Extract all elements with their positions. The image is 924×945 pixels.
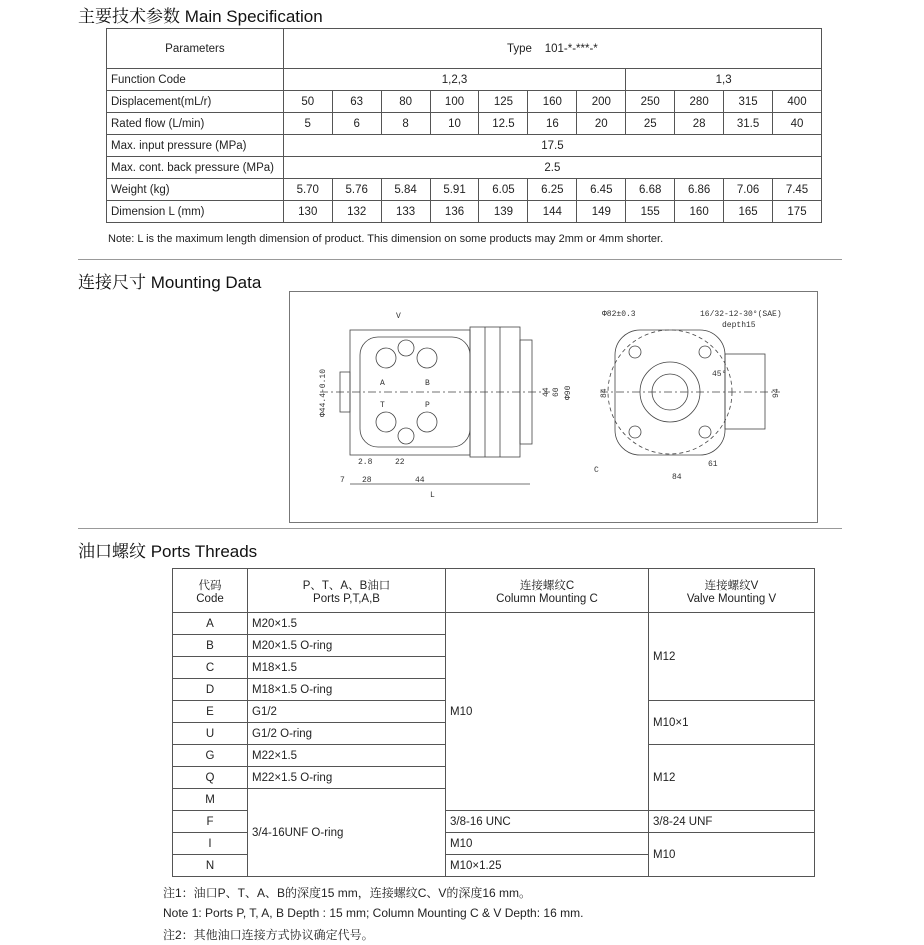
cell: 20 [577, 113, 626, 135]
dim: Φ82±0.3 [602, 310, 636, 319]
cell: 3/8-24 UNF [649, 811, 815, 833]
cell: M22×1.5 O-ring [248, 767, 446, 789]
cell: 5.84 [381, 179, 430, 201]
ports-heading: 油口螺纹 Ports Threads [78, 542, 258, 561]
cell: 7.45 [773, 179, 822, 201]
cell: 3/8-16 UNC [446, 811, 649, 833]
cell: F [173, 811, 248, 833]
spec-note: Note: L is the maximum length dimension of product. This dimension on some products may 2mm or 4mm shorter. [108, 233, 664, 245]
dim: 7 [340, 476, 345, 485]
dim: 60 [552, 387, 561, 397]
dim: L [430, 491, 435, 500]
divider [78, 259, 842, 260]
cell: G1/2 O-ring [248, 723, 446, 745]
row-label: Displacement(mL/r) [107, 91, 284, 113]
cell: 160 [528, 91, 577, 113]
cell: 80 [381, 91, 430, 113]
cell: I [173, 833, 248, 855]
cell: E [173, 701, 248, 723]
cell: G [173, 745, 248, 767]
cell: 5.76 [332, 179, 381, 201]
table-row [107, 113, 822, 135]
cell: 280 [675, 91, 724, 113]
cell: 400 [773, 91, 822, 113]
spec-heading: 主要技术参数 Main Specification [78, 7, 323, 26]
cell: M18×1.5 O-ring [248, 679, 446, 701]
cell: 6.86 [675, 179, 724, 201]
side-view [320, 327, 550, 484]
cell: N [173, 855, 248, 877]
dim: C [594, 466, 599, 475]
cell: 6.68 [626, 179, 675, 201]
cell: M10 [446, 833, 649, 855]
cell: C [173, 657, 248, 679]
cell: 8 [381, 113, 430, 135]
dim: 61 [708, 460, 718, 469]
cell: 100 [430, 91, 479, 113]
cell: 139 [479, 201, 528, 223]
cell: 50 [283, 91, 332, 113]
dim: 44 [415, 476, 425, 485]
cell: B [173, 635, 248, 657]
cell: 250 [626, 91, 675, 113]
type-header: Type 101-*-***-* [283, 29, 821, 69]
label-p: P [425, 401, 430, 410]
cell: 63 [332, 91, 381, 113]
cell: 31.5 [724, 113, 773, 135]
spec-table [106, 28, 822, 223]
cell: Q [173, 767, 248, 789]
dim: 45° [712, 370, 727, 379]
cell: M22×1.5 [248, 745, 446, 767]
dim: 22 [395, 458, 405, 467]
cell: M12 [649, 745, 815, 811]
dim: 94 [772, 388, 781, 398]
cell: 6 [332, 113, 381, 135]
dim: 84 [600, 388, 609, 398]
cell: 5 [283, 113, 332, 135]
spec-rows [107, 91, 822, 135]
cell: 6.05 [479, 179, 528, 201]
dim: 84 [672, 473, 682, 482]
cell: M12 [649, 613, 815, 701]
label-t: T [380, 401, 385, 410]
cell: 5.70 [283, 179, 332, 201]
cell: M10×1 [649, 701, 815, 745]
cell: 144 [528, 201, 577, 223]
cell: A [173, 613, 248, 635]
cell: G1/2 [248, 701, 446, 723]
cell: 133 [381, 201, 430, 223]
table-row [107, 179, 822, 201]
cell: 6.45 [577, 179, 626, 201]
cell: 12.5 [479, 113, 528, 135]
cell: 165 [724, 201, 773, 223]
cell: 25 [626, 113, 675, 135]
cell: 132 [332, 201, 381, 223]
cell: M10 [649, 833, 815, 877]
cell: U [173, 723, 248, 745]
cell: 125 [479, 91, 528, 113]
row-label: Max. input pressure (MPa) [107, 135, 284, 157]
cell: M10×1.25 [446, 855, 649, 877]
cell: 130 [283, 201, 332, 223]
cell: 3/4-16UNF O-ring [248, 789, 446, 877]
dim: 2.8 [358, 458, 373, 467]
label-a: A [380, 379, 385, 388]
divider [78, 528, 842, 529]
row-label: Weight (kg) [107, 179, 284, 201]
row-label: Rated flow (L/min) [107, 113, 284, 135]
cell: M18×1.5 [248, 657, 446, 679]
table-row [107, 201, 822, 223]
cell: M [173, 789, 248, 811]
dim: 28 [362, 476, 372, 485]
cell: 17.5 [283, 135, 821, 157]
mounting-heading: 连接尺寸 Mounting Data [78, 273, 262, 292]
cell: 155 [626, 201, 675, 223]
spec-rows [107, 179, 822, 223]
dim: 16/32-12-30°(SAE) [700, 310, 782, 319]
hdr-valve: 连接螺纹V Valve Mounting V [649, 569, 815, 613]
hdr-column: 连接螺纹C Column Mounting C [446, 569, 649, 613]
row-label: Dimension L (mm) [107, 201, 284, 223]
cell: 160 [675, 201, 724, 223]
cell: M20×1.5 [248, 613, 446, 635]
footnote: Note 1: Ports P, T, A, B Depth : 15 mm; Column Mounting C & V Depth: 16 mm. [163, 906, 584, 920]
cell: 136 [430, 201, 479, 223]
row-label: Function Code [107, 69, 284, 91]
cell: 6.25 [528, 179, 577, 201]
dim: Φ90 [564, 385, 573, 400]
label-v: V [396, 312, 401, 321]
cell: 40 [773, 113, 822, 135]
ports-table [172, 568, 815, 877]
cell: 175 [773, 201, 822, 223]
cell: D [173, 679, 248, 701]
cell: 10 [430, 113, 479, 135]
dim: 44 [542, 387, 551, 397]
cell: 16 [528, 113, 577, 135]
cell: M20×1.5 O-ring [248, 635, 446, 657]
cell: 200 [577, 91, 626, 113]
cell: 5.91 [430, 179, 479, 201]
param-header: Parameters [107, 29, 284, 69]
cell: 1,3 [626, 69, 822, 91]
cell: 28 [675, 113, 724, 135]
hdr-code: 代码 Code [173, 569, 248, 613]
label-b: B [425, 379, 430, 388]
front-view [600, 330, 780, 455]
table-row [107, 91, 822, 113]
hdr-ptab: P、T、A、B油口 Ports P,T,A,B [248, 569, 446, 613]
dim: Φ44.4-0.10 [319, 368, 328, 417]
dim: depth15 [722, 321, 756, 330]
cell: 315 [724, 91, 773, 113]
cell: 1,2,3 [283, 69, 625, 91]
table-row [173, 613, 815, 635]
row-label: Max. cont. back pressure (MPa) [107, 157, 284, 179]
footnote: 注1：油口P、T、A、B的深度15 mm，连接螺纹C、V的深度16 mm。 [163, 886, 532, 900]
cell: 2.5 [283, 157, 821, 179]
mounting-drawing [289, 291, 818, 523]
cell: 149 [577, 201, 626, 223]
footnote: 注2：其他油口连接方式协议确定代号。 [163, 928, 374, 942]
cell: M10 [446, 613, 649, 811]
cell: 7.06 [724, 179, 773, 201]
